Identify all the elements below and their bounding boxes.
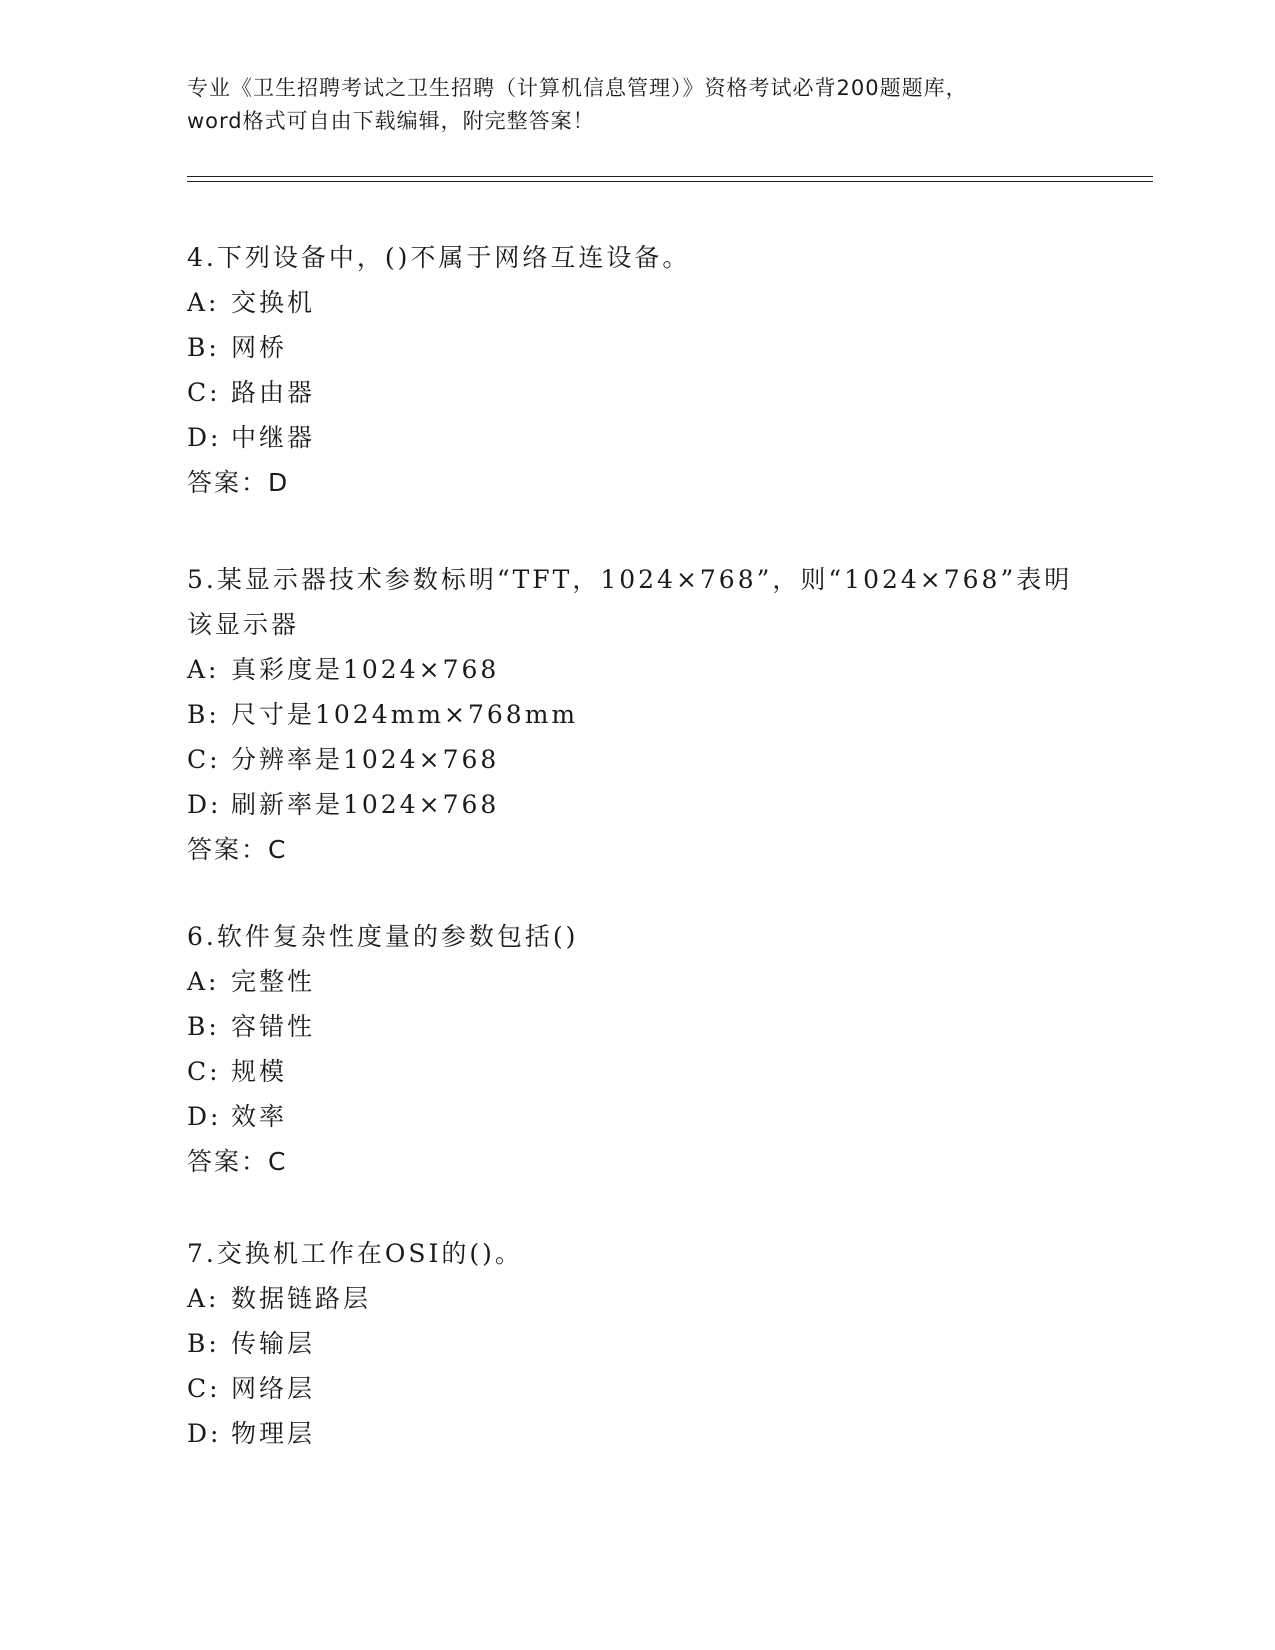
question-block <box>187 914 1087 1184</box>
question-block <box>187 1231 1087 1456</box>
answer-line: 答案：C <box>187 1147 288 1176</box>
option-key: B: <box>187 700 220 729</box>
answer-line: 答案：D <box>187 468 290 497</box>
option-text: 数据链路层 <box>231 1284 372 1313</box>
option-c <box>187 370 1087 415</box>
option-key: D: <box>187 790 222 819</box>
answer-line: 答案：C <box>187 835 288 864</box>
option-text: 尺寸是1024mm×768mm <box>231 700 579 729</box>
option-a <box>187 647 1087 692</box>
option-text: 网络层 <box>231 1374 316 1403</box>
header-divider-top <box>187 176 1153 177</box>
option-b <box>187 1004 1087 1049</box>
question-text: 5.某显示器技术参数标明“TFT，1024×768”，则“1024×768”表明该显示器 <box>187 565 1073 639</box>
option-text: 传输层 <box>231 1329 316 1358</box>
option-c <box>187 1366 1087 1411</box>
document-header <box>187 72 1087 138</box>
option-text: 分辨率是1024×768 <box>231 745 500 774</box>
header-line-1: 专业《卫生招聘考试之卫生招聘（计算机信息管理）》资格考试必背200题题库， <box>187 76 968 100</box>
option-key: A: <box>187 967 220 996</box>
option-key: D: <box>187 1419 222 1448</box>
option-text: 规模 <box>231 1057 288 1086</box>
option-d <box>187 1411 1087 1456</box>
option-text: 中继器 <box>231 423 316 452</box>
option-key: B: <box>187 1329 220 1358</box>
option-key: D: <box>187 423 222 452</box>
question-text: 7.交换机工作在OSI的()。 <box>187 1239 523 1268</box>
option-d <box>187 782 1087 827</box>
question-block <box>187 235 1087 505</box>
option-b <box>187 325 1087 370</box>
option-d <box>187 1094 1087 1139</box>
option-d <box>187 415 1087 460</box>
option-text: 完整性 <box>231 967 316 996</box>
option-text: 交换机 <box>231 288 316 317</box>
option-key: C: <box>187 1057 221 1086</box>
option-b <box>187 1321 1087 1366</box>
option-key: A: <box>187 655 220 684</box>
option-c <box>187 1049 1087 1094</box>
option-text: 容错性 <box>231 1012 316 1041</box>
option-a <box>187 280 1087 325</box>
option-text: 物理层 <box>231 1419 316 1448</box>
option-key: D: <box>187 1102 222 1131</box>
header-line-2: word格式可自由下载编辑，附完整答案！ <box>187 109 595 133</box>
option-key: B: <box>187 1012 220 1041</box>
header-divider-bottom <box>187 181 1153 182</box>
option-a <box>187 959 1087 1004</box>
option-key: C: <box>187 1374 221 1403</box>
option-key: B: <box>187 333 220 362</box>
option-text: 效率 <box>231 1102 288 1131</box>
option-text: 刷新率是1024×768 <box>231 790 500 819</box>
option-text: 网桥 <box>231 333 288 362</box>
option-key: A: <box>187 1284 220 1313</box>
question-text: 6.软件复杂性度量的参数包括() <box>187 922 579 951</box>
question-text: 4.下列设备中，()不属于网络互连设备。 <box>187 243 691 272</box>
option-text: 路由器 <box>231 378 316 407</box>
option-text: 真彩度是1024×768 <box>231 655 500 684</box>
option-a <box>187 1276 1087 1321</box>
question-block <box>187 557 1087 872</box>
option-c <box>187 737 1087 782</box>
option-key: C: <box>187 745 221 774</box>
option-key: A: <box>187 288 220 317</box>
option-key: C: <box>187 378 221 407</box>
option-b <box>187 692 1087 737</box>
